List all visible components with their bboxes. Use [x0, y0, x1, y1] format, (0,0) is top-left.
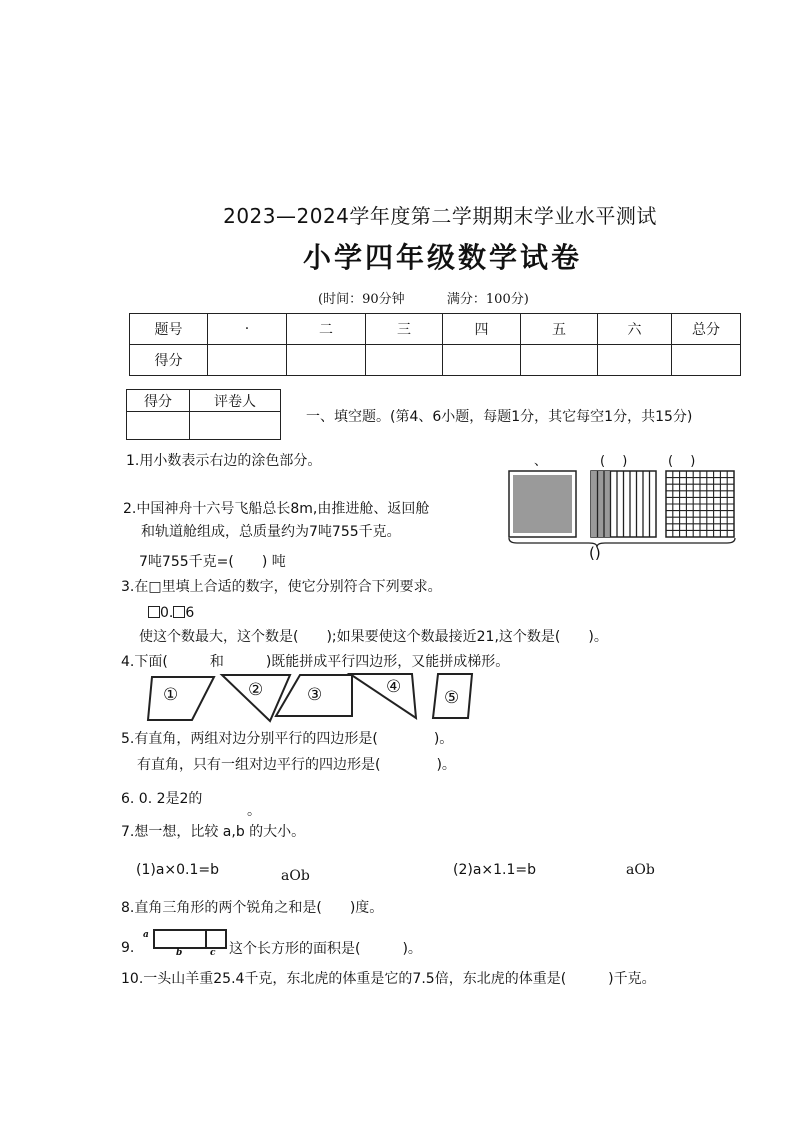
- question-8: 8.直角三角形的两个锐角之和是( )度。: [121, 900, 384, 916]
- question-1: 1.用小数表示右边的涂色部分。: [126, 453, 322, 469]
- section-heading: 一、填空题。(第4、6小题，每题1分，其它每空1分，共15分): [306, 409, 693, 425]
- question-5-line2: 有直角，只有一组对边平行的四边形是( )。: [137, 757, 456, 773]
- score-blank[interactable]: [598, 345, 672, 376]
- score-cell: 四: [443, 314, 521, 345]
- tenths-square: [591, 471, 656, 537]
- pattern-part: 0.: [160, 605, 174, 621]
- answer-paren-a[interactable]: ( ): [600, 454, 628, 469]
- full-square-shading: [513, 475, 572, 533]
- exam-subtitle: 小学四年级数学试卷: [302, 241, 582, 274]
- score-table-score-row: [130, 345, 741, 376]
- score-cell: 五: [521, 314, 598, 345]
- score-blank[interactable]: [521, 345, 598, 376]
- score-blank[interactable]: [208, 345, 287, 376]
- score-cell: 总分: [672, 314, 741, 345]
- score-table-header-row: [130, 314, 741, 345]
- question-6-dot: 。: [247, 803, 261, 819]
- question-9-number: 9.: [121, 940, 135, 956]
- question-6: 6. 0. 2是2的: [121, 791, 203, 807]
- grader-name-label: 评卷人: [190, 390, 281, 412]
- rect-label-b: b: [176, 948, 183, 958]
- exam-full-score: 满分：100分): [446, 292, 529, 307]
- score-cell: 三: [366, 314, 443, 345]
- question-2-line3: 7吨755千克=( ) 吨: [139, 554, 286, 570]
- score-blank[interactable]: [287, 345, 366, 376]
- question-2-line1: 2.中国神舟十六号飞船总长8m,由推进舱、返回舱: [123, 501, 430, 517]
- score-blank[interactable]: [443, 345, 521, 376]
- figure-brace: [509, 538, 735, 547]
- shape-1-trapezoid: [148, 677, 214, 720]
- rectangle-outline: [154, 930, 226, 948]
- score-blank[interactable]: [672, 345, 741, 376]
- question-4: 4.下面( 和 )既能拼成平行四边形，又能拼成梯形。: [121, 654, 510, 670]
- question-7-part1: (1)a×0.1=b: [136, 862, 220, 878]
- question-9-text: 这个长方形的面积是( )。: [229, 941, 422, 957]
- question-2-line2: 和轨道舱组成，总质量约为7吨755千克。: [141, 524, 401, 540]
- grader-name-blank[interactable]: [190, 412, 281, 440]
- question-10: 10.一头山羊重25.4千克，东北虎的体重是它的7.5倍，东北虎的体重是( )千克。: [121, 971, 656, 987]
- question-3-line2: 使这个数最大，这个数是( );如果要使这个数最接近21,这个数是( )。: [139, 629, 608, 645]
- shape-3-label: ③: [307, 685, 323, 705]
- hundredths-square: [666, 471, 734, 537]
- exam-title: 2023—2024学年度第二学期期末学业水平测试: [223, 204, 657, 228]
- exam-info: [318, 288, 529, 307]
- decimal-grid-figure: [505, 468, 741, 548]
- digit-box[interactable]: [173, 606, 185, 618]
- score-cell: 二: [287, 314, 366, 345]
- grader-score-blank[interactable]: [127, 412, 190, 440]
- grader-score-label: 得分: [127, 390, 190, 412]
- rectangle-figure: [140, 926, 230, 962]
- pattern-part: 6: [185, 605, 195, 621]
- shape-5-label: ⑤: [444, 688, 460, 708]
- score-blank[interactable]: [366, 345, 443, 376]
- shape-1-label: ①: [163, 685, 179, 705]
- grader-table: [126, 389, 281, 440]
- rect-label-a: a: [143, 930, 149, 940]
- score-table: [129, 313, 741, 376]
- question-7-part2: (2)a×1.1=b: [453, 862, 537, 878]
- figure-mark: 、: [534, 454, 548, 469]
- shape-4-triangle: [350, 674, 416, 718]
- exam-time: (时间：90分钟: [318, 292, 405, 307]
- digit-box[interactable]: [148, 606, 160, 618]
- question-7-part1-compare[interactable]: aOb: [281, 868, 310, 884]
- score-cell: ·: [208, 314, 287, 345]
- score-cell: 六: [598, 314, 672, 345]
- question-5-line1: 5.有直角，两组对边分别平行的四边形是( )。: [121, 731, 454, 747]
- rect-label-c: c: [210, 948, 216, 958]
- shape-2-label: ②: [248, 680, 264, 700]
- question-3-pattern: [148, 605, 194, 621]
- question-7: 7.想一想，比较 a,b 的大小。: [121, 824, 306, 840]
- score-cell: 题号: [130, 314, 208, 345]
- shape-4-label: ④: [386, 677, 402, 697]
- question-3: 3.在□里填上合适的数字，使它分别符合下列要求。: [121, 579, 442, 595]
- score-row-label: 得分: [130, 345, 208, 376]
- answer-paren-b[interactable]: ( ): [668, 454, 696, 469]
- answer-paren-total[interactable]: (): [589, 544, 601, 562]
- question-7-part2-compare[interactable]: aOb: [626, 862, 655, 878]
